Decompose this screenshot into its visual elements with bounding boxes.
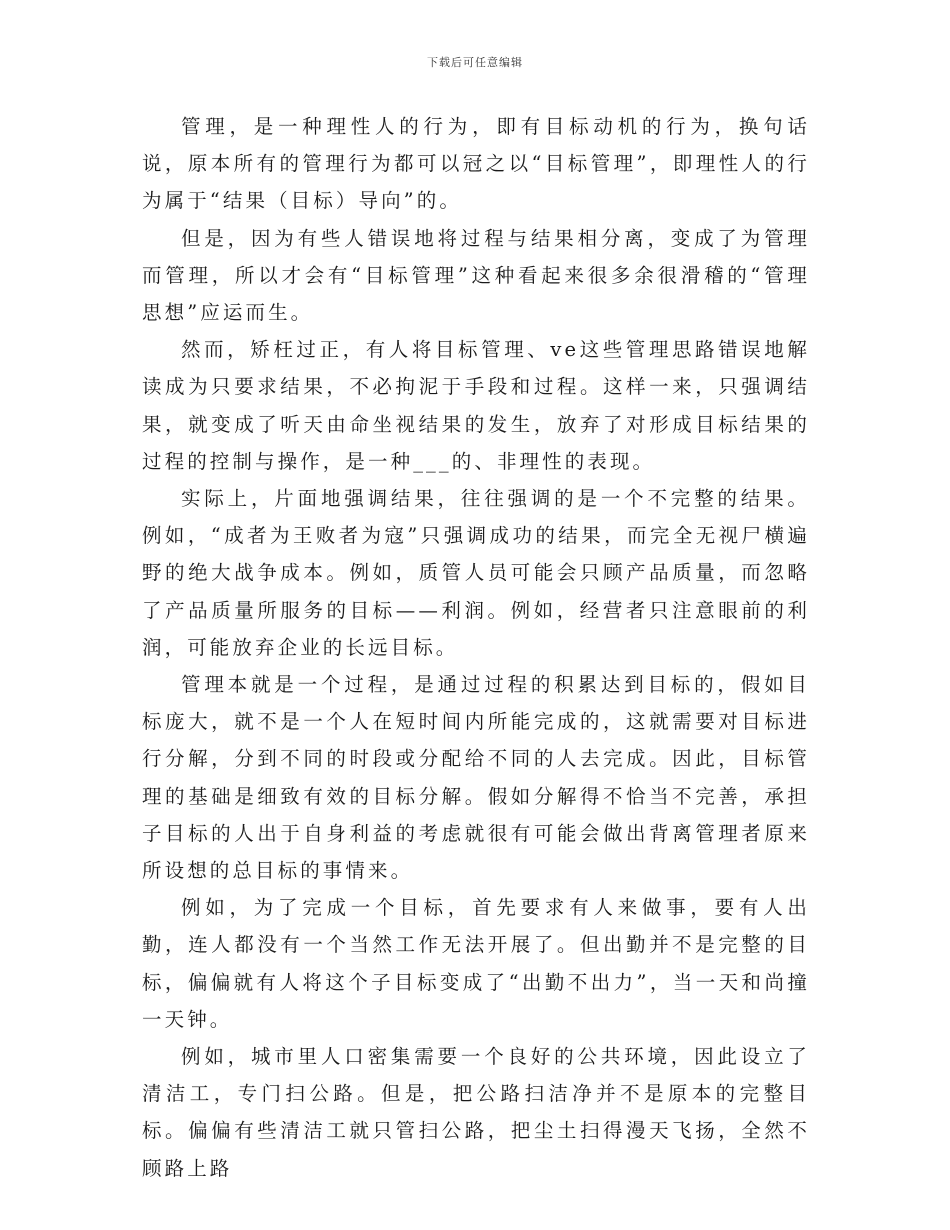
page-header-note: 下载后可任意编辑 xyxy=(427,56,523,69)
paragraph: 例如，为了完成一个目标，首先要求有人来做事，要有人出勤，连人都没有一个当然工作无法开展了。但出勤并不是完整的目标，偏偏就有人将这个子目标变成了“出勤不出力”，当一天和尚撞一天钟。 xyxy=(142,896,810,1031)
paragraph: 然而，矫枉过正，有人将目标管理、ve这些管理思路错误地解读成为只要求结果，不必拘泥于手段和过程。这样一来，只强调结果，就变成了听天由命坐视结果的发生，放弃了对形成目标结果的过程的控制与操作，是一种___的、非理性的表现。 xyxy=(142,338,810,473)
paragraph: 实际上，片面地强调结果，往往强调的是一个不完整的结果。例如，“成者为王败者为寇”只强调成功的结果，而完全无视尸横遍野的绝大战争成本。例如，质管人员可能会只顾产品质量，而忽略了产品质量所服务的目标——利润。例如，经营者只注意眼前的利润，可能放弃企业的长远目标。 xyxy=(142,487,810,659)
paragraph: 管理，是一种理性人的行为，即有目标动机的行为，换句话说，原本所有的管理行为都可以冠之以“目标管理”，即理性人的行为属于“结果（目标）导向”的。 xyxy=(142,115,810,213)
paragraph: 例如，城市里人口密集需要一个良好的公共环境，因此设立了清洁工，专门扫公路。但是，把公路扫洁净并不是原本的完整目标。偏偏有些清洁工就只管扫公路，把尘土扫得漫天飞扬，全然不顾路上路 xyxy=(142,1045,810,1180)
paragraph: 管理本就是一个过程，是通过过程的积累达到目标的，假如目标庞大，就不是一个人在短时间内所能完成的，这就需要对目标进行分解，分到不同的时段或分配给不同的人去完成。因此，目标管理的基础是细致有效的目标分解。假如分解得不恰当不完善，承担子目标的人出于自身利益的考虑就很有可能会做出背离管理者原来所设想的总目标的事情来。 xyxy=(142,673,810,883)
document-body xyxy=(142,108,810,1187)
paragraph: 但是，因为有些人错误地将过程与结果相分离，变成了为管理而管理，所以才会有“目标管理”这种看起来很多余很滑稽的“管理思想”应运而生。 xyxy=(142,226,810,325)
